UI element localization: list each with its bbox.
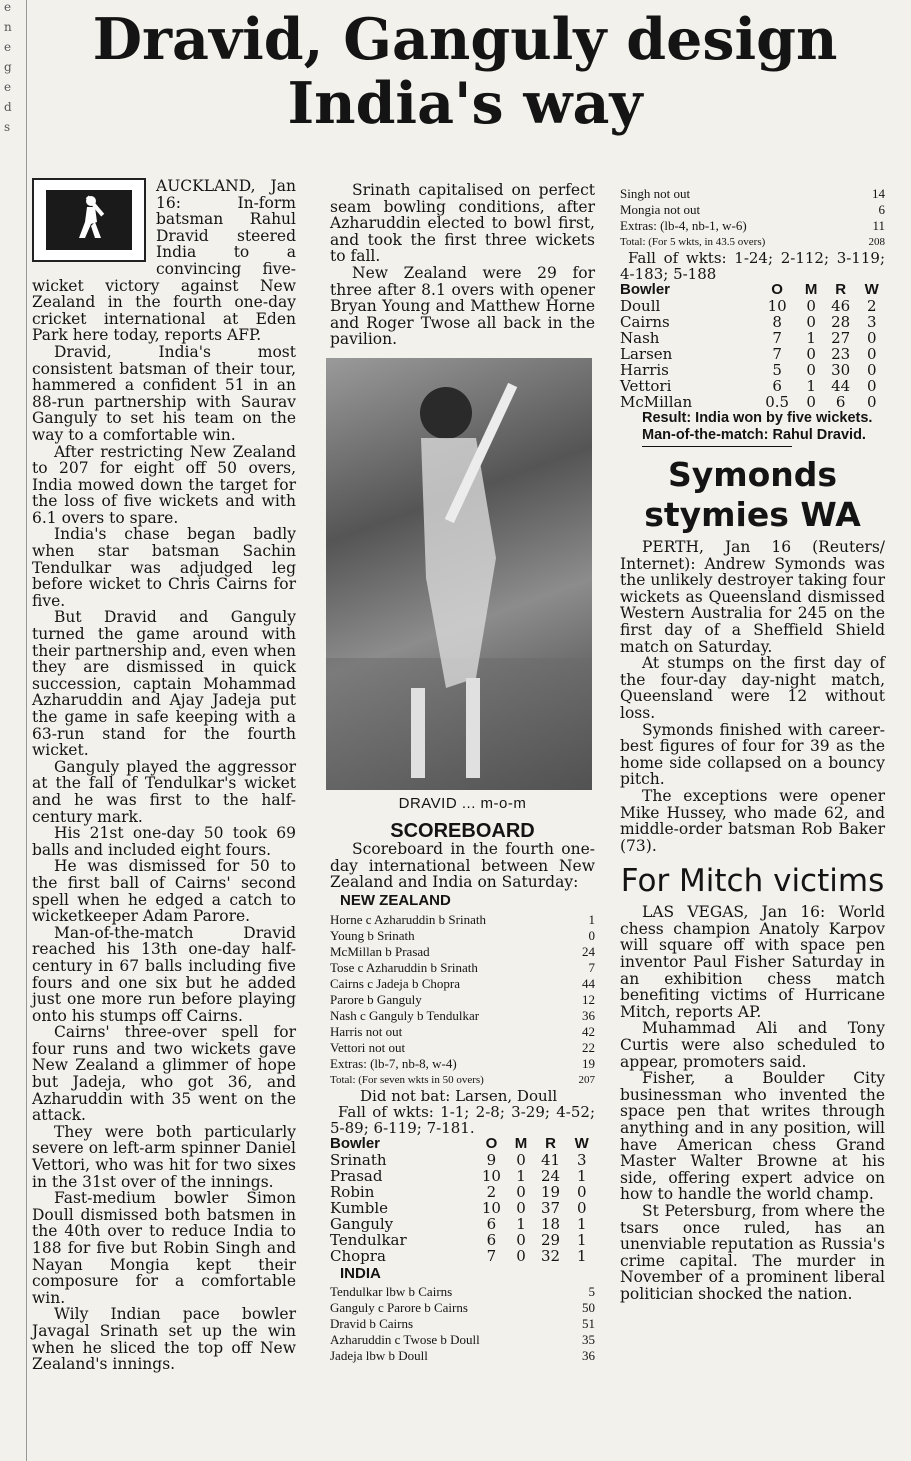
batsman-runs: 5	[588, 1284, 595, 1300]
india-team-heading: INDIA	[340, 1264, 381, 1282]
bowling-figure: 6	[486, 1214, 497, 1233]
bowling-row	[330, 1232, 595, 1248]
bowling-figure: 0	[516, 1150, 526, 1169]
bowling-row	[330, 1168, 595, 1184]
total-label: Total: (For seven wkts in 50 overs)	[330, 1073, 484, 1086]
bowling-header-cell: Bowler	[620, 281, 671, 298]
bowler-name: Srinath	[330, 1150, 387, 1169]
batsman-runs: 36	[582, 1007, 595, 1023]
batting-row	[330, 928, 595, 944]
bowling-figure: 1	[576, 1166, 587, 1185]
main-story-column-1	[32, 178, 296, 1373]
batting-row	[330, 912, 595, 928]
bowling-figure: 5	[772, 361, 782, 379]
bowling-figure: 0	[806, 297, 816, 315]
man-of-the-match: Man-of-the-match: Rahul Dravid.	[642, 427, 866, 443]
story-paragraph: At stumps on the first day of the four-day day-night match, Queensland were 12 without loss.	[620, 654, 885, 722]
bowler-name: Harris	[620, 361, 669, 379]
batsman-dismissal: Jadeja lbw b Doull	[330, 1348, 428, 1364]
bowling-figure: 29	[541, 1230, 561, 1249]
batsman-dismissal: Young b Srinath	[330, 927, 415, 943]
bowling-header-cell: Bowler	[330, 1134, 381, 1152]
bowling-figure: 7	[772, 345, 782, 363]
bowling-figure: 3	[866, 313, 877, 331]
bowling-figure: 37	[541, 1198, 561, 1217]
batsman-dismissal: Singh not out	[620, 186, 691, 201]
bowler-name: Nash	[620, 329, 660, 347]
story-paragraph: Srinath capitalised on perfect seam bowling conditions, after Azharuddin elected to bowl first, and took the first three wickets to fall.	[330, 181, 595, 266]
bowling-figure: 27	[831, 329, 851, 347]
bowling-row	[620, 298, 885, 314]
page-headline: Dravid, Ganguly design India's way	[92, 6, 838, 137]
nz-fall-of-wickets: Fall of wkts: 1-1; 2-8; 3-29; 4-52; 5-89; 6-119; 7-181.	[330, 1102, 595, 1137]
bowling-row	[620, 346, 885, 362]
bowling-figure: 0	[516, 1198, 526, 1217]
bowling-figure: 0	[806, 313, 816, 331]
bowling-figure: 0	[866, 329, 877, 347]
bowling-figure: 0	[516, 1182, 526, 1201]
batting-row	[330, 1040, 595, 1056]
photo-caption: DRAVID ... m-o-m	[398, 794, 527, 812]
margin-char: g	[4, 60, 12, 74]
bowling-figure: 32	[541, 1246, 561, 1265]
batting-row	[330, 976, 595, 992]
bowler-name: Chopra	[330, 1246, 386, 1265]
bowler-name: Larsen	[620, 345, 673, 363]
bowling-figure: 1	[576, 1214, 587, 1233]
bowling-figure: 2	[866, 297, 877, 315]
margin-char: d	[4, 100, 12, 114]
bowling-header-cell: R	[545, 1134, 556, 1152]
india-batting-list	[330, 1284, 595, 1364]
batsman-dismissal: Mongia not out	[620, 202, 701, 217]
story-paragraph: PERTH, Jan 16 (Reuters/ Internet): Andrew Symonds was the unlikely destroyer taking four wickets as Queensland dismissed Western Australia for 245 on the first day of a Sheffield Shield match on Saturday.	[620, 538, 885, 656]
story-paragraph: Cairns' three-over spell for four runs and two wickets gave New Zealand a glimmer of hope but Jadeja, who got 36, and Azharuddin with 35 went on the attack.	[32, 1023, 296, 1125]
batsman-dismissal: McMillan b Prasad	[330, 943, 430, 959]
bowling-figure: 18	[541, 1214, 561, 1233]
batsman-dismissal: Ganguly c Parore b Cairns	[330, 1300, 468, 1316]
story-paragraph: Man-of-the-match Dravid reached his 13th one-day half-century in 67 balls including five fours and one six but he added just one more run before playing onto his stumps off Cairns.	[32, 923, 296, 1025]
batting-row	[330, 1332, 595, 1348]
match-result: Result: India won by five wickets.	[642, 410, 873, 426]
bowling-figure: 8	[772, 313, 782, 331]
bowling-figure: 7	[772, 329, 782, 347]
bowling-figure: 6	[772, 377, 782, 395]
story-paragraph: LAS VEGAS, Jan 16: World chess champion Anatoly Karpov will square off with space pen inventor Paul Fisher Saturday in an exhibition chess match benefiting victims of Hurricane Mitch, reports AP.	[620, 903, 885, 1021]
bowling-header-row	[330, 1136, 595, 1152]
bowling-figure: 10	[481, 1166, 501, 1185]
bowling-figure: 3	[576, 1150, 587, 1169]
bowler-name: Robin	[330, 1182, 375, 1201]
bowling-header-cell: M	[514, 1134, 528, 1152]
bowler-name: Vettori	[620, 377, 672, 395]
story-paragraph: They were both particularly severe on left-arm spinner Daniel Vettori, who was hit for two sixes in the 31st over of the innings.	[32, 1122, 296, 1191]
bowling-figure: 24	[541, 1166, 561, 1185]
story-paragraph: India's chase began badly when star batsman Sachin Tendulkar was adjudged leg before wicket to Chris Cairns for five.	[32, 525, 296, 610]
bowling-figure: 30	[831, 361, 851, 379]
batsman-dismissal: Dravid b Cairns	[330, 1316, 414, 1332]
story-paragraph: In-form batsman Rahul Dravid steered India to a convincing five-wicket victory against New Zealand in the fourth one-day cricket international at Eden Park here today, reports AFP.	[32, 193, 296, 345]
nz-did-not-bat: Did not bat: Larsen, Doull	[360, 1086, 558, 1105]
batting-row	[330, 1008, 595, 1024]
margin-char: s	[4, 120, 11, 134]
bowling-figure: 2	[486, 1182, 497, 1201]
story-paragraph: He was dismissed for 50 to the first ball of Cairns' second spell when he edged a catch to wicketkeeper Adam Parore.	[32, 857, 296, 926]
bowling-figure: 1	[576, 1246, 587, 1265]
margin-char: e	[4, 80, 12, 94]
batsman-dismissal: Cairns c Jadeja b Chopra	[330, 975, 460, 991]
story-paragraph: After restricting New Zealand to 207 for eight off 50 overs, India mowed down the target for the loss of five wickets and with 6.1 overs to spare.	[32, 442, 296, 527]
column-3	[620, 186, 885, 1303]
story-paragraph: Fisher, a Boulder City businessman who invented the space pen that writes through anything and in any position, will have American chess Grand Master Walter Browne at his side, offering expert advice on how to handle the world champ.	[620, 1069, 885, 1204]
batsman-photo-icon	[326, 358, 592, 790]
bowling-figure: 9	[486, 1150, 497, 1169]
bowling-row	[620, 362, 885, 378]
batting-row	[330, 1316, 595, 1332]
bowling-figure: 41	[541, 1150, 561, 1169]
batsman-runs: 1	[588, 911, 595, 927]
bowling-header-cell: W	[864, 281, 879, 298]
batting-row	[330, 1284, 595, 1300]
batting-row	[620, 202, 885, 218]
nz-total-row	[330, 1072, 595, 1088]
bowling-figure: 0	[866, 377, 877, 395]
bowling-figure: 1	[516, 1214, 526, 1233]
bowling-figure: 0	[576, 1182, 587, 1201]
bowler-name: Ganguly	[330, 1214, 394, 1233]
india-bowling-table	[620, 282, 885, 410]
bowler-name: Cairns	[620, 313, 670, 331]
bowling-figure: 0	[806, 345, 816, 363]
bowling-figure: 0	[516, 1230, 526, 1249]
bowling-figure: 6	[486, 1230, 497, 1249]
batting-row	[330, 1300, 595, 1316]
bowling-figure: 0	[576, 1198, 587, 1217]
batsman-dismissal: Parore b Ganguly	[330, 991, 422, 1007]
bowling-header-cell: O	[485, 1134, 498, 1152]
batsman-runs: 12	[582, 991, 595, 1007]
bowler-name: Doull	[620, 297, 661, 315]
story-paragraph: St Petersburg, from where the tsars once ruled, has an unenviable reputation as Russia's crime capital. The murder in November of a prominent liberal politician shocked the nation.	[620, 1201, 885, 1303]
margin-char: e	[4, 40, 12, 54]
bowling-figure: 0.5	[765, 393, 790, 411]
dravid-photo	[326, 358, 592, 790]
bowling-row	[330, 1248, 595, 1264]
symonds-headline: Symonds stymies WA	[644, 455, 861, 534]
batsman-dismissal: Extras: (lb-7, nb-8, w-4)	[330, 1055, 457, 1071]
bowling-figure: 0	[806, 393, 816, 411]
bowling-figure: 1	[806, 377, 816, 395]
batsman-runs: 24	[582, 943, 595, 959]
bowling-figure: 23	[831, 345, 851, 363]
total-value: 207	[578, 1073, 595, 1086]
bowling-row	[330, 1184, 595, 1200]
bowling-figure: 46	[831, 297, 851, 315]
batting-row	[330, 1056, 595, 1072]
divider	[642, 446, 792, 447]
total-value: 208	[868, 236, 885, 248]
batsman-silhouette-icon	[61, 192, 117, 248]
story-paragraph: Fast-medium bowler Simon Doull dismissed both batsmen in the 40th over to reduce India to 188 for five but Robin Singh and Nayan Mongia kept their composure for a comfortable win.	[32, 1189, 296, 1307]
batsman-runs: 6	[878, 202, 885, 217]
bowling-header-cell: R	[835, 281, 847, 298]
bowling-figure: 44	[831, 377, 851, 395]
batting-row	[330, 944, 595, 960]
story-paragraph: Muhammad Ali and Tony Curtis were also scheduled to appear, promoters said.	[620, 1019, 885, 1071]
story-paragraph: Wily Indian pace bowler Javagal Srinath set up the win when he sliced the top off New Zealand's innings.	[32, 1305, 296, 1374]
story-paragraph: Ganguly played the aggressor at the fall of Tendulkar's wicket and he was first to the half-century mark.	[32, 757, 296, 826]
batsman-runs: 14	[872, 186, 885, 201]
bowling-figure: 1	[576, 1230, 587, 1249]
india-total-row	[620, 234, 885, 250]
mitch-headline: For Mitch victims	[620, 863, 885, 900]
batsman-dismissal: Horne c Azharuddin b Srinath	[330, 911, 486, 927]
cricket-batsman-icon	[32, 178, 146, 262]
bowling-figure: 28	[831, 313, 851, 331]
bowling-figure: 1	[516, 1166, 526, 1185]
bowling-header-cell: O	[771, 281, 783, 298]
bowling-figure: 6	[835, 393, 846, 411]
scoreboard-intro: Scoreboard in the fourth one-day international between New Zealand and India on Saturday:	[330, 840, 595, 892]
story-paragraph: The exceptions were opener Mike Hussey, who made 62, and middle-order batsman Rob Baker (73).	[620, 786, 885, 855]
batsman-runs: 19	[582, 1055, 595, 1071]
bowling-figure: 19	[541, 1182, 561, 1201]
batsman-runs: 11	[872, 218, 885, 233]
bowling-row	[620, 330, 885, 346]
bowling-figure: 10	[481, 1198, 501, 1217]
story-paragraph: His 21st one-day 50 took 69 balls and included eight fours.	[32, 824, 296, 859]
bowling-figure: 0	[806, 361, 816, 379]
nz-batting-list	[330, 912, 595, 1072]
batsman-runs: 51	[582, 1316, 595, 1332]
story-paragraph: Dravid, India's most consistent batsman of their tour, hammered a confident 51 in an 88-run partnership with Saurav Ganguly to set his team on the way to a comfortable win.	[32, 342, 296, 444]
bowling-row	[330, 1216, 595, 1232]
bowling-row	[330, 1152, 595, 1168]
main-story-column-2	[330, 182, 595, 1364]
batsman-runs: 35	[582, 1332, 595, 1348]
batsman-runs: 42	[582, 1023, 595, 1039]
bowler-name: Kumble	[330, 1198, 389, 1217]
batsman-runs: 50	[582, 1300, 595, 1316]
batsman-runs: 0	[588, 927, 595, 943]
bowling-header-cell: M	[804, 281, 818, 298]
batting-row	[620, 186, 885, 202]
batting-row	[330, 992, 595, 1008]
batsman-dismissal: Harris not out	[330, 1023, 403, 1039]
bowling-figure: 7	[486, 1246, 497, 1265]
story-paragraph: New Zealand were 29 for three after 8.1 overs with opener Bryan Young and Matthew Horne and Roger Twose all back in the pavilion.	[330, 263, 595, 349]
bowling-figure: 10	[767, 297, 787, 315]
india-batting-list-cont	[620, 186, 885, 234]
batting-row	[330, 960, 595, 976]
bowling-header-cell: W	[574, 1134, 589, 1152]
bowler-name: McMillan	[620, 393, 693, 411]
batsman-dismissal: Azharuddin c Twose b Doull	[330, 1332, 480, 1348]
batsman-dismissal: Tendulkar lbw b Cairns	[330, 1284, 453, 1300]
batting-row	[620, 218, 885, 234]
story-paragraph: Symonds finished with career-best figures of four for 39 as the home side collapsed on a bouncy pitch.	[620, 720, 885, 789]
bowling-row	[330, 1200, 595, 1216]
batsman-runs: 36	[582, 1348, 595, 1364]
bowling-figure: 0	[866, 361, 877, 379]
bowling-figure: 0	[516, 1246, 526, 1265]
batsman-dismissal: Vettori not out	[330, 1039, 406, 1055]
batting-row	[330, 1024, 595, 1040]
story-paragraph: But Dravid and Ganguly turned the game around with their partnership and, even when they are dismissed in quick succession, captain Mohammad Azharuddin and Ajay Jadeja put the game in safe keeping with a 63-run stand for the fourth wicket.	[32, 608, 296, 760]
batsman-dismissal: Extras: (lb-4, nb-1, w-6)	[620, 218, 747, 233]
margin-char: n	[4, 20, 12, 34]
bowling-figure: 0	[866, 345, 877, 363]
margin-char: e	[4, 0, 12, 14]
nz-bowling-table	[330, 1136, 595, 1264]
batsman-runs: 7	[588, 959, 595, 975]
batsman-runs: 22	[582, 1039, 595, 1055]
batsman-runs: 44	[582, 975, 595, 991]
bowler-name: Prasad	[330, 1166, 383, 1185]
bowling-row	[620, 394, 885, 410]
scoreboard-title: SCOREBOARD	[390, 819, 535, 842]
batsman-dismissal: Nash c Ganguly b Tendulkar	[330, 1007, 480, 1023]
nz-team-heading: NEW ZEALAND	[340, 891, 451, 909]
margin-strip	[0, 0, 27, 1461]
bowling-row	[620, 378, 885, 394]
bowling-figure: 0	[866, 393, 877, 411]
batting-row	[330, 1348, 595, 1364]
india-fall-of-wickets: Fall of wkts: 1-24; 2-112; 3-119; 4-183; 5-188	[620, 249, 885, 283]
total-label: Total: (For 5 wkts, in 43.5 overs)	[620, 236, 766, 248]
bowling-figure: 1	[806, 329, 816, 347]
bowling-header-row	[620, 282, 885, 298]
dateline: AUCKLAND, Jan 16:	[156, 177, 296, 212]
bowling-row	[620, 314, 885, 330]
bowler-name: Tendulkar	[330, 1230, 407, 1249]
batsman-dismissal: Tose c Azharuddin b Srinath	[330, 959, 478, 975]
